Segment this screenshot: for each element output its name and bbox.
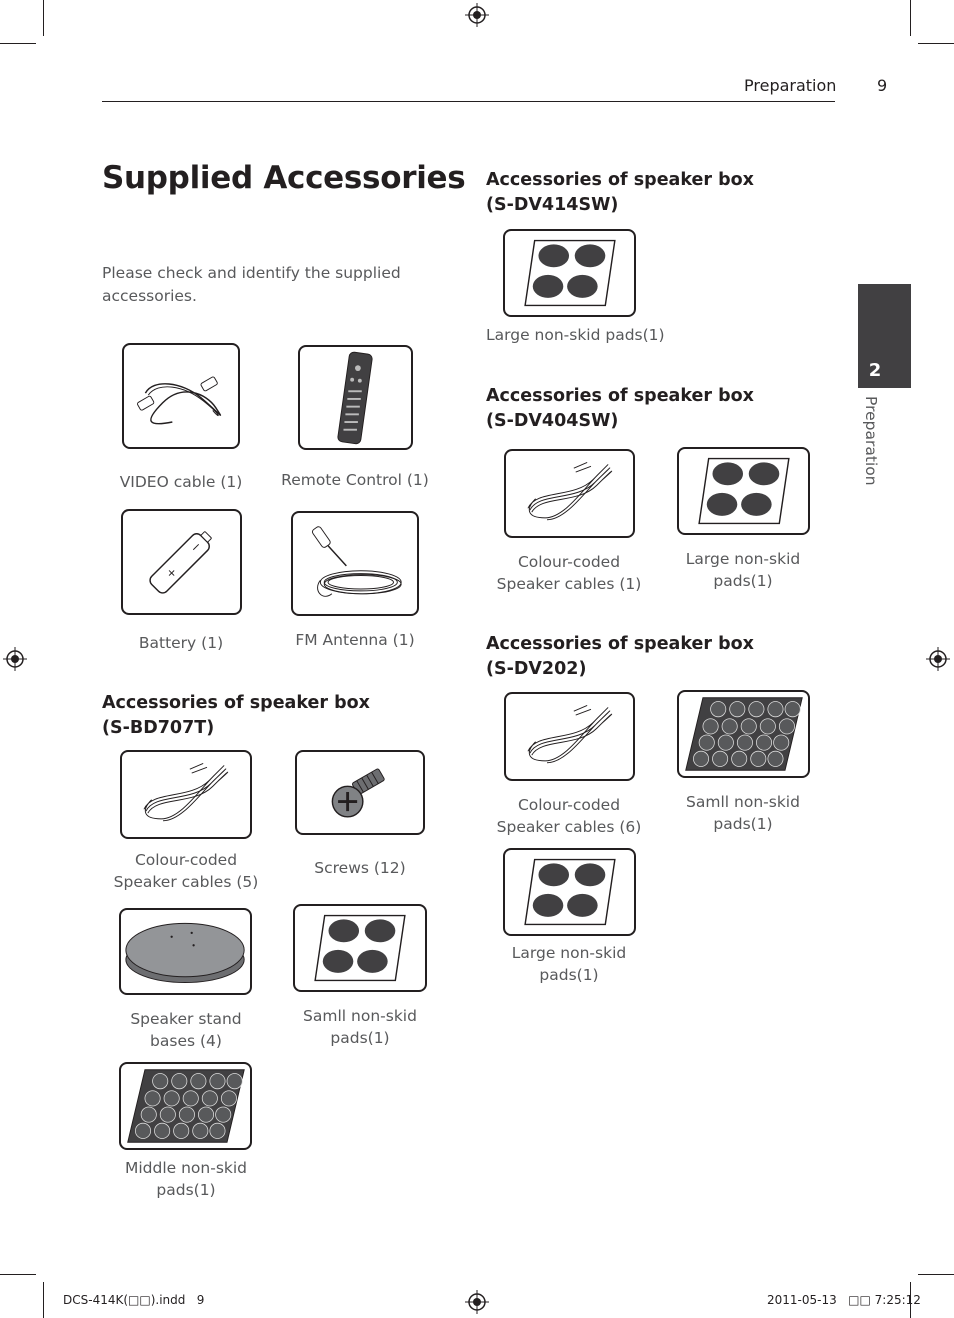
video-cable-caption: VIDEO cable (1) [119,473,243,491]
crop-mark [0,43,36,44]
large-pads-icon [295,906,425,990]
speaker-cables-image [504,449,635,538]
section-heading-line: Accessories of speaker box [486,634,754,654]
section-heading-line: Accessories of speaker box [102,693,370,713]
fm-antenna-caption: FM Antenna (1) [295,631,415,649]
small-pads-icon [121,1064,250,1148]
large-pads-image [503,848,636,936]
speaker-cables-icon [506,694,633,779]
item-caption: Large non-skid pads(1) [511,944,627,984]
large-pads-image [293,904,427,992]
registration-mark-icon [926,647,950,671]
crop-mark [918,1274,954,1275]
section-heading-bd707t [102,691,432,741]
section-model: (S-DV414SW) [486,195,619,215]
small-pads-icon [679,692,808,776]
speaker-cables-image [120,750,252,839]
stand-base-icon [121,910,250,993]
item-caption: Middle non-skid pads(1) [124,1159,248,1199]
item-caption: Colour-coded Speaker cables (1) [496,553,642,593]
remote-control-image [298,345,413,450]
crop-mark [0,1274,36,1275]
remote-control-caption: Remote Control (1) [281,471,429,489]
speaker-cables-image [504,692,635,781]
crop-mark [918,43,954,44]
video-cable-icon [124,345,238,447]
video-cable-image [122,343,240,449]
item-caption: Samll non-skid pads(1) [303,1007,417,1047]
svg-text:+: + [163,564,180,582]
crop-mark [43,1282,44,1318]
stand-base-image [119,908,252,995]
crop-mark [43,0,44,36]
item-caption: Speaker stand bases (4) [130,1010,242,1050]
speaker-cables-icon [506,451,633,536]
large-pads-icon [679,449,808,533]
side-tab-label: Preparation [862,396,880,486]
side-tab-number: 2 [868,360,882,381]
small-pads-image [119,1062,252,1150]
section-heading-dv202 [486,632,816,682]
section-model: (S-BD707T) [102,718,215,738]
item-caption: Colour-coded Speaker cables (6) [496,796,642,836]
item-caption: Colour-coded Speaker cables (5) [113,851,259,891]
screw-icon [297,752,423,833]
small-pads-image [677,690,810,778]
crop-mark [910,0,911,36]
footer-file: DCS-414K(□□).indd 9 [63,1293,205,1307]
section-heading-dv404sw [486,384,816,434]
large-pads-icon [505,850,634,934]
registration-mark-icon [3,647,27,671]
page-title: Supplied Accessories [102,160,466,196]
page-number: 9 [877,76,888,95]
large-pads-icon [505,231,634,315]
large-pads-image [503,229,636,317]
battery-icon [123,511,240,613]
fm-antenna-icon [293,513,417,614]
remote-control-icon [300,347,411,448]
item-caption: Screws (12) [314,859,406,877]
section-model: (S-DV404SW) [486,411,619,431]
item-caption: Large non-skid pads(1) [685,550,801,590]
footer-timestamp: 2011-05-13 □□ 7:25:12 [767,1293,921,1307]
speaker-cables-icon [122,752,250,837]
large-pads-image [677,447,810,535]
screw-image [295,750,425,835]
registration-mark-icon [465,1290,489,1314]
item-caption: Samll non-skid pads(1) [686,793,800,833]
section-heading-dv414sw [486,168,816,218]
section-heading-line: Accessories of speaker box [486,170,754,190]
header-section: Preparation [744,76,837,95]
battery-image [121,509,242,615]
intro-text: Please check and identify the supplied accessories. [102,264,401,305]
fm-antenna-image [291,511,419,616]
header-rule [102,101,835,102]
section-model: (S-DV202) [486,659,587,679]
registration-mark-icon [465,3,489,27]
section-heading-line: Accessories of speaker box [486,386,754,406]
battery-caption: Battery (1) [138,634,224,652]
item-caption: Large non-skid pads(1) [486,326,665,344]
